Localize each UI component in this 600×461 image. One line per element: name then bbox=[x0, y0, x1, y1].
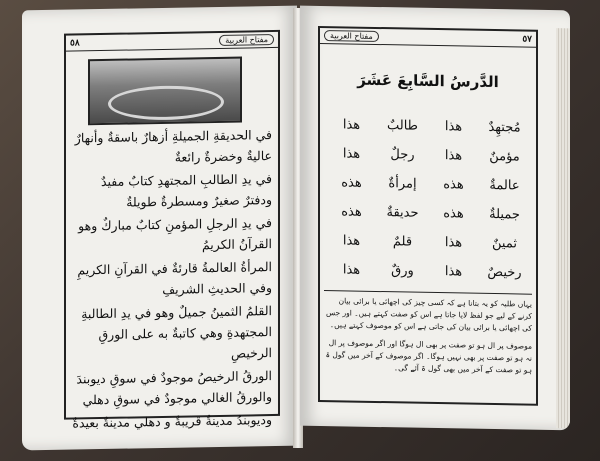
word: هذه bbox=[341, 175, 362, 191]
paragraph: الورقُ الرخيصُ موجودٌ في سوقِ ديوبندَ والورقُ الغالي موجودٌ في سوقِ دهلي bbox=[76, 368, 272, 408]
word: حديقةٌ bbox=[386, 205, 419, 221]
right-header-title: مفتاح العربية bbox=[324, 30, 379, 42]
paragraph: وديوبندُ مدينةٌ قريبةٌ و دهلي مدينةٌ بعيدةٌ bbox=[72, 412, 272, 431]
word: ثمينٌ bbox=[492, 235, 517, 252]
word: هذه bbox=[341, 204, 362, 220]
paragraph: في يدِ الرجلِ المؤمنِ كتابٌ مباركٌ وهو القرآنُ الكريمُ bbox=[78, 215, 272, 253]
garden-photo bbox=[88, 57, 242, 126]
word: هذا bbox=[342, 146, 361, 162]
word: هذا bbox=[342, 262, 361, 278]
word: هذه bbox=[443, 206, 464, 222]
word: هذا bbox=[444, 119, 463, 135]
word: هذا bbox=[342, 233, 361, 249]
paragraph: القلمُ الثمينُ جميلٌ وهو في يدِ الطالبةِ المجتهدةِ وهي كاتبةٌ به على الورقِ الرخيصِ bbox=[81, 303, 272, 361]
word: مُجتهِدٌ bbox=[488, 119, 521, 136]
word: رخيصٌ bbox=[487, 264, 522, 281]
word: هذا bbox=[444, 264, 463, 280]
left-page bbox=[22, 6, 297, 451]
word: طالبٌ bbox=[386, 118, 419, 134]
word-row bbox=[326, 197, 530, 230]
word: هذه bbox=[443, 177, 464, 193]
word-row bbox=[326, 226, 530, 259]
paragraph: في الحديقةِ الجميلةِ أزهارٌ باسقةٌ وأنهارٌ عاليةٌ وخضرةٌ رائعةٌ bbox=[74, 127, 272, 165]
word: قلمٌ bbox=[392, 234, 413, 250]
left-page-frame bbox=[64, 30, 280, 431]
word-row bbox=[326, 168, 530, 201]
urdu-notes bbox=[324, 290, 532, 383]
note-paragraph: یہاں طلبہ کو یہ بتانا ہے کہ کسی چیز کی اچھائی یا برائی بیان کرنے کے لیے جو لفظ لایا جاتا ہے اس کو صفت کہتے ہیں۔ اور جس کی اچھائی یا برائی بیان کی جاتی ہے اس کو موصوف کہتے ہیں۔ bbox=[325, 296, 532, 333]
word: هذا bbox=[444, 235, 463, 251]
right-page-header bbox=[320, 28, 536, 48]
left-page-header bbox=[66, 32, 278, 52]
left-page-text bbox=[72, 124, 272, 435]
word-row bbox=[326, 139, 530, 172]
word-table bbox=[326, 110, 530, 288]
word: إمرأةٌ bbox=[388, 176, 417, 192]
lesson-title: الدَّرسُ السَّابِعَ عَشَرَ bbox=[357, 70, 499, 92]
word: مؤمنٌ bbox=[489, 148, 520, 165]
word: عالمةٌ bbox=[489, 177, 520, 194]
right-page-frame bbox=[318, 26, 538, 406]
left-page-number: ٥٨ bbox=[70, 37, 80, 49]
paragraph: في يدِ الطالبِ المجتهدِ كتابٌ مفيدٌ ودفترٌ صغيرٌ ومسطرةٌ طويلةٌ bbox=[100, 171, 272, 210]
word: جميلةٌ bbox=[489, 206, 520, 223]
page-edges bbox=[556, 28, 570, 428]
right-page-number: ٥٧ bbox=[522, 34, 532, 45]
word: هذا bbox=[444, 148, 463, 164]
left-header-title: مفتاح العربية bbox=[219, 34, 274, 46]
paragraph: المرأةُ العالمةُ قارئةٌ في القرآنِ الكريمِ وفي الحديثِ الشريفِ bbox=[77, 259, 272, 297]
word: ورقٌ bbox=[391, 263, 414, 279]
word-row bbox=[326, 110, 530, 143]
word: هذا bbox=[342, 117, 361, 133]
right-page bbox=[300, 6, 570, 431]
word: رجلٌ bbox=[390, 147, 415, 163]
word-row bbox=[326, 255, 530, 288]
open-book bbox=[22, 8, 578, 453]
note-paragraph: موصوف پر ال ہو تو صفت پر بھی ال ہوگا اور اگر موصوف پر ال نہ ہو تو صفت پر بھی نہیں ہوگا۔ اگر موصوف کے آخر میں گول ۃ ہو تو صفت کے آخر میں بھی گول ۃ آئے گی۔ bbox=[325, 338, 532, 375]
